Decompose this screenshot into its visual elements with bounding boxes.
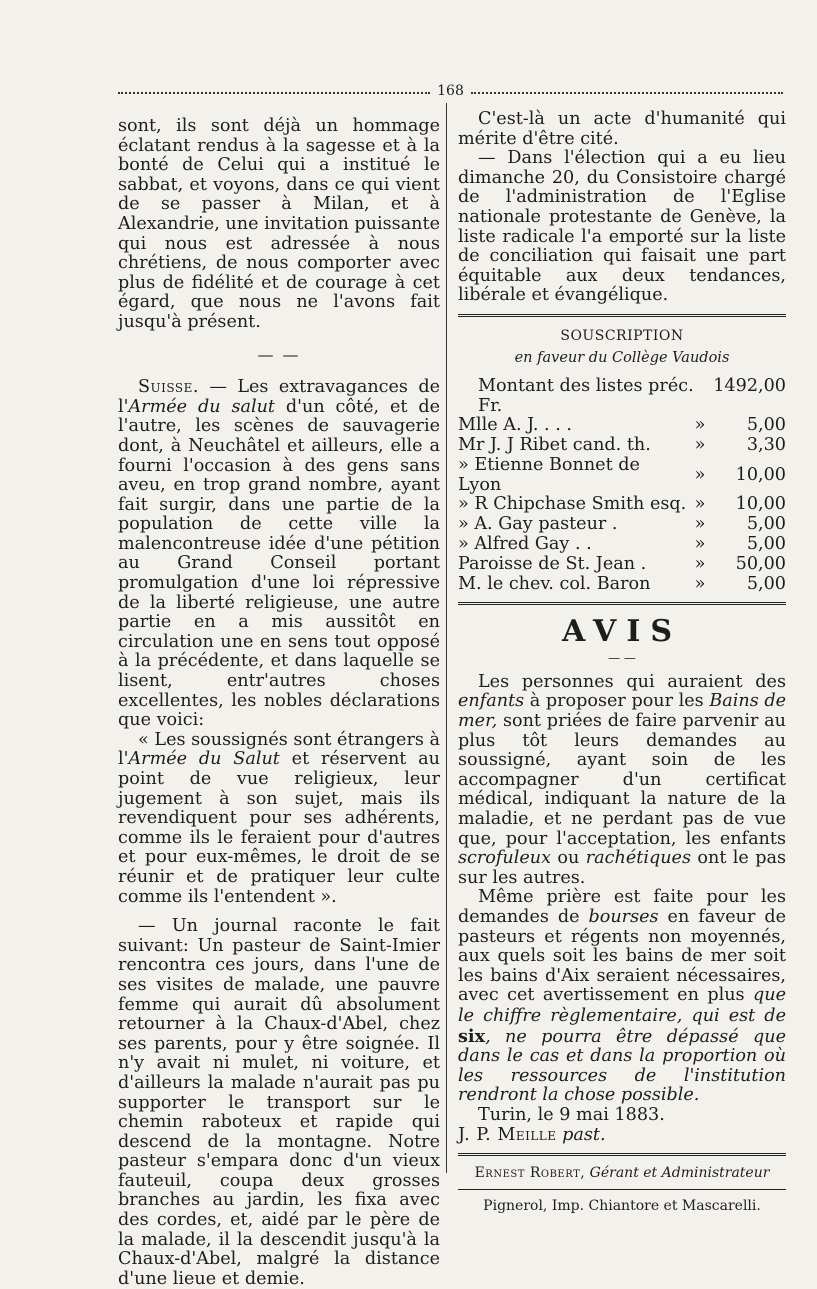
rule-before-printer [458,1189,786,1190]
printer-line: Pignerol, Imp. Chiantore et Mascarelli. [483,1198,761,1215]
table-row: » A. Gay pasteur . » 5,00 [458,514,786,535]
table-row: » Etienne Bonnet de Lyon » 10,00 [458,454,786,495]
avis-section [458,615,786,1145]
avis-paragraph-1: Les personnes qui auraient des enfants à proposer pour les Bains de mer, sont priées de faire parvenir au plus tôt leurs demandes au soussigné, ayant soin de les accompagner d'un certificat médical, indiquant la nature de la maladie, et ne perdant pas de vue que, pour l'acceptation, les enfants scrofuleux ou rachétiques ont le pas sur les autres. [458,671,787,888]
table-row: » Alfred Gay . . » 5,00 [458,533,786,554]
rule-before-subscription [458,314,786,317]
sabbath-paragraph: sont, ils sont déjà un hommage éclatant rendus à la sagesse et à la bonté de Celui qui a institué le sabbat, et voyons, dans ce qui vient de se passer à Milan, et à Alexandrie, une invitation puissante qui nous est adressée à nous chrétiens, de nous comporter avec plus de fidélité et de courage à cet égard, que nous ne l'avons fait jusqu'à présent. [118,116,440,332]
rule-before-footer [458,1153,786,1156]
right-column [458,110,786,1215]
avis-date: Turin, le 9 mai 1883. [478,1104,665,1125]
left-column [118,117,440,1289]
table-row: » R Chipchase Smith esq. » 10,00 [458,494,786,515]
table-row: M. le chev. col. Baron » 5,00 [458,573,786,594]
subscription-previous-total: Montant des listes préc. Fr. 1492,00 [478,376,786,417]
avis-paragraph-2: Même prière est faite pour les demandes de bourses en faveur de pasteurs et régents non moyennés, aux quels soit les bains de mer soit les bains d'Aix seraient nécessaires, avec cet avertissement en plus que le chiffre règlementaire, qui est de six, ne pourra être dépassé que dans le cas et dans la proportion où les ressources de l'institution rendront la chose possible. [458,887,786,1106]
page-number: 168 [433,83,468,99]
subscription-title: SOUSCRIPTION [560,327,684,344]
pastor-story-paragraph: — Un journal raconte le fait suivant: Un pasteur de Saint-Imier rencontra ces jours, dans l'une de ses visites de malade, une pauvre femme qui aurait dû absolument retourner à la Chaux-d'Abel, chez ses parents, pour y être soignée. Il n'y avait ni mulet, ni voiture, et d'ailleurs la malade n'aurait pas pu supporter le transport sur le chemin raboteux et rapide qui descend de la montagne. Notre pasteur s'empara donc d'un vieux fauteuil, coupa deux grosses branches au jardin, les fixa avec des cordes, et, aidé par le père de la malade, il la descendit jusqu'à la Chaux-d'Abel, malgré la distance d'une lieue et demie. [118,916,440,1289]
subscription-table [458,416,786,594]
subscription-section [458,327,786,594]
subscription-subtitle: en faveur du Collège Vaudois [514,349,730,366]
rule-before-avis [458,602,786,605]
humanity-paragraph: C'est-là un acte d'humanité qui mérite d'être cité. [458,109,786,149]
table-row: Mr J. J Ribet cand. th. » 3,30 [458,434,786,455]
avis-signature: J. P. Meille past. [458,1124,606,1145]
table-row: Paroisse de St. Jean . » 50,00 [458,553,786,574]
avis-separator: — — [608,651,636,666]
header-ornament-right [471,92,783,94]
header-ornament-left [118,92,430,94]
page-header [118,83,783,99]
declaration-quote: « Les soussignés sont étrangers à l'Armée du Salut et réservent au point de vue religieux, leur jugement à son sujet, mais ils revendiquent pour ses adhérents, comme ils le feraient pour d'autres et pour eux-mêmes, le droit de se réunir et de pratiquer leur culte comme ils l'entendent ». [118,729,440,907]
column-divider [446,103,447,1173]
suisse-paragraph: Suisse. — Les extravagances de l'Armée du salut d'un côté, et de l'autre, les scènes de sauvagerie dont, à Neuchâtel et ailleurs, elle a fourni l'occasion à des gens sans aveu, en trop grand nombre, ayant fait surgir, dans une partie de la population de cette ville la malencontreuse idée d'une pétition au Grand Conseil portant promulgation d'une loi répressive de la liberté religieuse, une autre partie en a mis aussitôt en circulation une en sens tout opposé à la précédente, et dans laquelle se lisent, entr'autres choses excellentes, les nobles déclarations que voici: [118,377,441,731]
geneva-election-paragraph: — Dans l'élection qui a eu lieu dimanche 20, du Consistoire chargé de l'administration de l'Eglise nationale protestante de Genève, la liste radicale l'a emporté sur la liste de conciliation qui faisait une part équitable aux deux tendances, libérale et évangélique. [458,148,786,306]
publisher-line: Ernest Robert, Gérant et Administrateur [474,1165,770,1182]
section-separator: — — [257,344,301,364]
table-row: Mlle A. J. . . . » 5,00 [458,415,786,436]
avis-title: AVIS [561,614,683,650]
section-lead-suisse: Suisse. [138,377,199,398]
